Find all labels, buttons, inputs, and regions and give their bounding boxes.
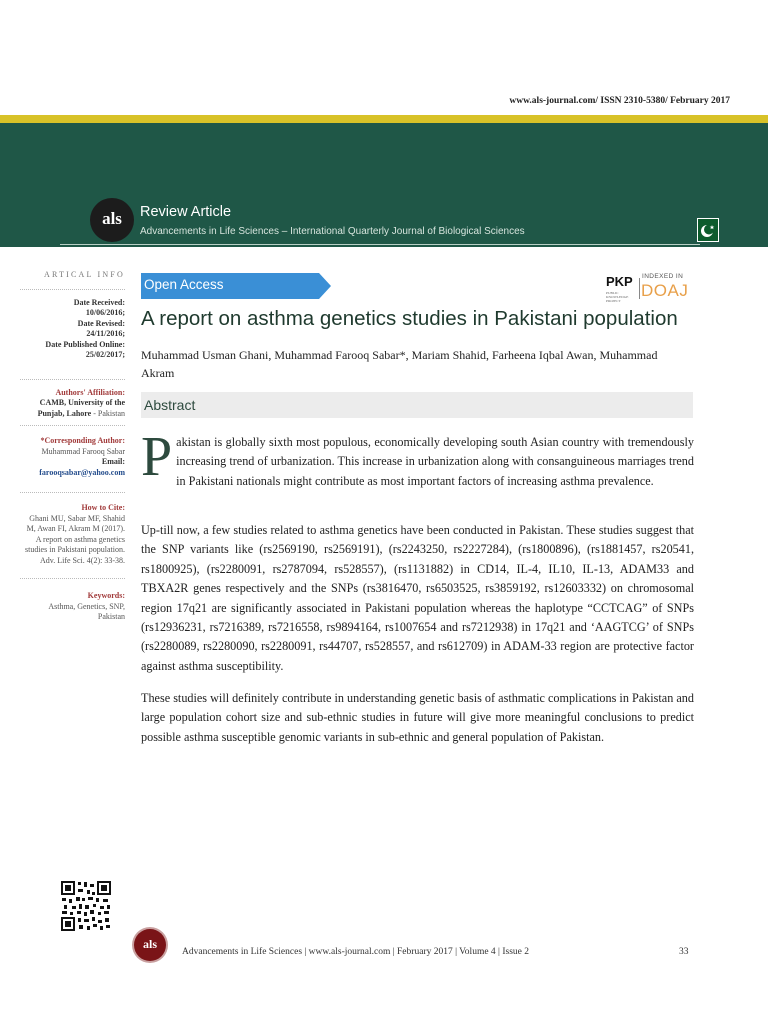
- email-label: Email:: [101, 457, 125, 466]
- affiliation-block: [20, 388, 125, 420]
- dates-block: [20, 298, 125, 361]
- article-title: A report on asthma genetics studies in Pakistani population: [141, 307, 678, 330]
- abstract-heading: Abstract: [144, 397, 196, 413]
- pkp-logo-subtitle: PUBLIC KNOWLEDGE PROJECT: [606, 291, 629, 303]
- keywords-block: [20, 591, 125, 623]
- keywords-label: Keywords:: [87, 591, 125, 600]
- drop-cap: P: [141, 426, 173, 488]
- date-revised-label: Date Revised:: [77, 318, 125, 328]
- affiliation-institution: CAMB, University of the Punjab, Lahore: [37, 398, 125, 418]
- cite-block: [20, 503, 125, 566]
- pakistan-flag-icon: [697, 218, 719, 242]
- doaj-logo: DOAJ: [641, 281, 689, 300]
- journal-full-name: Advancements in Life Sciences – International Quarterly Journal of Biological Sciences: [140, 226, 525, 237]
- sidebar-divider: [20, 379, 125, 380]
- open-access-badge: [141, 273, 331, 299]
- corresponding-name: Muhammad Farooq Sabar: [41, 446, 125, 456]
- abstract-heading-bar: [141, 392, 693, 418]
- corresponding-block: [20, 436, 125, 478]
- logo-separator: [639, 278, 640, 299]
- date-received-label: Date Received:: [73, 297, 125, 307]
- date-revised-value: 24/11/2016;: [86, 329, 125, 338]
- keywords-text: Asthma, Genetics, SNP, Pakistan: [48, 601, 125, 621]
- affiliation-country: - Pakistan: [93, 408, 125, 418]
- journal-logo: als: [90, 198, 134, 242]
- corresponding-label: *Corresponding Author:: [40, 436, 125, 445]
- sidebar-divider: [20, 492, 125, 493]
- article-type: Review Article: [140, 204, 232, 220]
- affiliation-label: Authors' Affiliation:: [55, 387, 125, 397]
- date-received-value: 10/06/2016;: [85, 308, 125, 317]
- abstract-paragraph-2: Up-till now, a few studies related to asthma genetics have been conducted in Pakistan. These studies suggest that the SNP variants like (rs2569190, rs2569191), (rs2243250, rs2227284), (rs1800896), (rs1881457, rs20541, rs1800925), (rs2280091, rs2787094, rs528557), (rs1131882) in CD14, IL-4, IL10, IL-13, ADAM33 and TBXA2R genes respectively and the SNPs (rs3816470, rs6503525, rs3859192, rs12603332) on chromosomal region 17q21 are significantly associated in Pakistani population whereas the haplotype “CCTCAG” of SNPs (rs12936231, rs7216389, rs7216558, rs9894164, rs1007654 and rs7212938) in 17q21 and ‘AAGTCG’ of SNPs (rs2280089, rs2280090, rs2280091, rs44707, rs528557, and rs612709) in ADAM-33 region are protective factor against asthma susceptibility.: [141, 523, 694, 673]
- page-number: 33: [679, 947, 689, 957]
- abstract-paragraph-1: [141, 426, 694, 491]
- footer-journal-info: Advancements in Life Sciences | www.als-journal.com | February 2017 | Volume 4 | Issue 2: [182, 947, 529, 957]
- qr-code-icon: [60, 880, 112, 932]
- paragraph-1-text: akistan is globally sixth most populous, economically developing south Asian country with tremendously increasing trend of urbanization. This increase in urbanization along with consanguineous marriages trend in Pakistani nationals might contribute as most important factors of increasing asthma prevalence.: [176, 435, 694, 488]
- abstract-paragraph-3: These studies will definitely contribute in understanding genetic basis of asthmatic complications in Pakistan and large population cohort size and sub-ethnic studies in future will give more meaningful conclusions to predict possible asthma susceptible genomic variants in sub-ethnic and general population of Pakistan.: [141, 691, 694, 744]
- doaj-indexed-label: INDEXED IN: [642, 273, 684, 280]
- sidebar-divider: [20, 289, 125, 290]
- email-link[interactable]: farooqsabar@yahoo.com: [39, 467, 125, 477]
- footer-logo: als: [134, 929, 166, 961]
- cite-label: How to Cite:: [81, 503, 125, 512]
- journal-url-line: www.als-journal.com/ ISSN 2310-5380/ February 2017: [509, 96, 730, 106]
- article-info-title: ARTICAL INFO: [44, 270, 125, 279]
- sidebar-divider: [20, 425, 125, 426]
- pkp-logo: PKP: [606, 274, 633, 289]
- header-divider: [60, 244, 700, 245]
- open-access-label: Open Access: [144, 277, 224, 292]
- date-published-label: Date Published Online:: [45, 339, 125, 349]
- sidebar-divider: [20, 578, 125, 579]
- header-accent-bar: [0, 115, 768, 123]
- author-list: Muhammad Usman Ghani, Muhammad Farooq Sabar*, Mariam Shahid, Farheena Iqbal Awan, Muhammad Akram: [141, 348, 658, 380]
- date-published-value: 25/02/2017;: [85, 350, 125, 359]
- article-info-sidebar: [20, 270, 125, 629]
- cite-text: Ghani MU, Sabar MF, Shahid M, Awan FI, Akram M (2017). A report on asthma genetics studies in Pakistani population. Adv. Life Sci. 4(2): 33-38.: [25, 513, 125, 565]
